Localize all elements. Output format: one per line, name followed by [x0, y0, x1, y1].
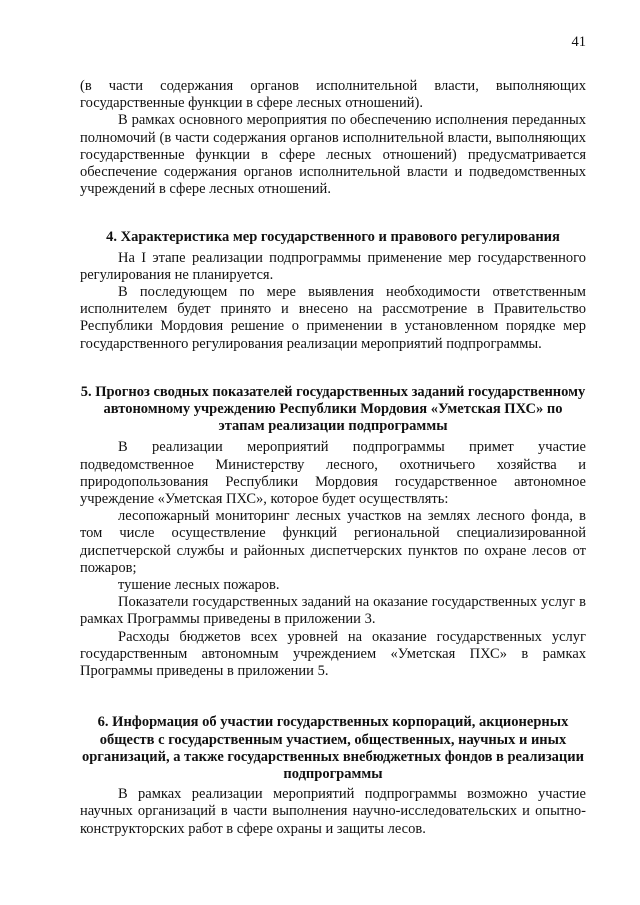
section-6-paragraph: В рамках реализации мероприятий подпрограммы возможно участие научных организаций в части выполнения научно-исследовательских и опытно-конструкторских работ в сфере охраны и защиты лесов. — [80, 786, 586, 837]
section-5-paragraph: Показатели государственных заданий на оказание государственных услуг в рамках Программы приведены в приложении 3. — [80, 594, 586, 628]
section-6-heading: 6. Информация об участии государственных корпораций, акционерных обществ с государственным участием, общественных, научных и иных организаций, а также государственных внебюджетных фондов в реализации подпрограммы — [81, 714, 584, 782]
section-5-paragraph: В реализации мероприятий подпрограммы примет участие подведомственное Министерству лесного, охотничьего хозяйства и природопользования Республики Мордовия государственное автономное учреждение «Уметская ПХС», которое будет осуществлять: — [80, 439, 586, 508]
section-5-list-item: тушение лесных пожаров. — [118, 577, 280, 594]
section-5-heading: 5. Прогноз сводных показателей государственных заданий государственному автономному учреждению Республики Мордовия «Уметская ПХС» по этапам реализации подпрограммы — [80, 383, 586, 435]
section-5-paragraph: Расходы бюджетов всех уровней на оказание государственных услуг государственным автономным учреждением «Уметская ПХС» в рамках Программы приведены в приложении 5. — [80, 628, 586, 680]
paragraph-continuation: (в части содержания органов исполнительной власти, выполняющих государственные функции в сфере лесных отношений). — [80, 78, 586, 112]
page-number: 41 — [571, 34, 586, 50]
section-4-heading: 4. Характеристика мер государственного и правового регулирования — [106, 229, 560, 246]
section-5-list-item: лесопожарный мониторинг лесных участков на землях лесного фонда, в том числе осуществление функций региональной специализированной диспетчерской службы и районных диспетчерских пунктов по охране лесов от пожаров; — [80, 508, 586, 576]
paragraph-main-activity: В рамках основного мероприятия по обеспечению исполнения переданных полномочий (в части содержания органов исполнительной власти, выполняющих государственные функции в сфере лесных отношений) предусматривается обеспечение содержания органов исполнительной власти и подведомственных учреждений в сфере лесных отношений. — [80, 112, 586, 198]
section-4-paragraph: На I этапе реализации подпрограммы применение мер государственного регулирования не планируется. — [80, 249, 586, 283]
section-4-paragraph: В последующем по мере выявления необходимости ответственным исполнителем будет принято и внесено на рассмотрение в Правительство Республики Мордовия решение о применении в установленном порядке мер государственного регулирования реализации мероприятий подпрограммы. — [80, 284, 586, 352]
document-body — [80, 78, 586, 838]
